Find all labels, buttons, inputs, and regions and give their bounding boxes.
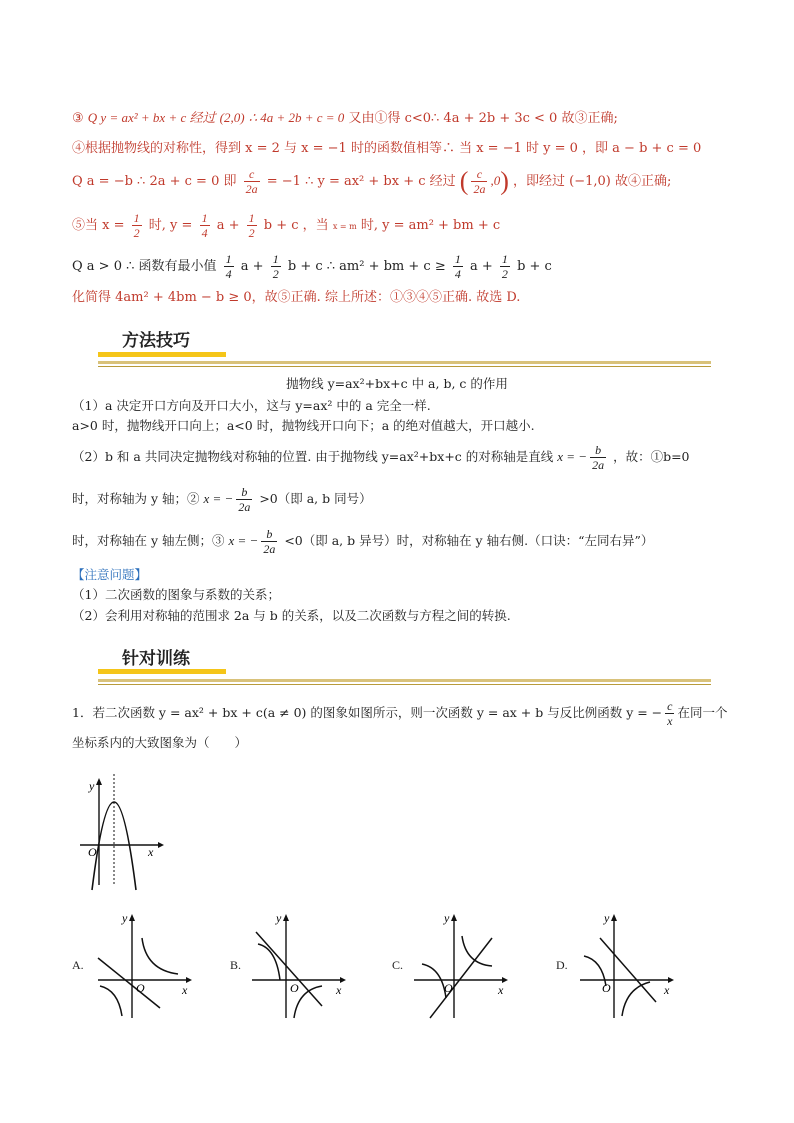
fraction: $\frac{1}{2}$ [133, 211, 140, 240]
solution-step-3 [72, 108, 618, 129]
step-conclusion: 又由①得 c<0∴ 4a + 2b + 3c < 0 故③正确; [348, 111, 618, 126]
option-c-graph[interactable] [410, 908, 510, 1023]
y-label: y [89, 779, 95, 793]
step-text: = −1 ∴ y = ax² + bx + c 经过 [266, 174, 456, 189]
section-divider-thin [98, 684, 711, 685]
option-a-label[interactable]: A. [72, 958, 84, 972]
method-paragraph-4: 时，对称轴为 y 轴；② x = − $\frac{b}{2a}$ >0（即 a, b 同号） [72, 485, 372, 514]
solution-step-5: ⑤当 x = $\frac{1}{2}$ 时, y = $\frac{1}{4}$ a + $\frac{1}{2}$ b + c ，当 x = m 时, y = am² + bm + c [72, 211, 501, 240]
x-label: x [148, 845, 154, 859]
section-underline [98, 352, 226, 357]
option-d-label[interactable]: D. [556, 958, 568, 972]
solution-step-5-cont: Q a > 0 ∴ 函数有最小值 $\frac{1}{4}$ a + $\frac{1}{2}$ b + c ∴ am² + bm + c ≥ $\frac{1}{4}$ a + $\frac{1}{2}$ b + c [72, 252, 552, 281]
equation: ∴ 4a + 2b + c = 0 [248, 110, 345, 125]
fraction: $\frac{b}{2a}$ [263, 527, 276, 556]
svg-text:y: y [276, 911, 282, 925]
note-item-2: （2）会利用对称轴的范围求 2a 与 b 的关系，以及二次函数与方程之间的转换. [72, 608, 511, 623]
svg-text:O: O [136, 981, 145, 995]
fraction: $\frac{b}{2a}$ [592, 443, 605, 472]
svg-text:y: y [604, 911, 610, 925]
fraction: $\frac{1}{4}$ [225, 252, 232, 281]
option-d-graph[interactable] [576, 908, 676, 1023]
step-text: ④根据抛物线的对称性，得到 x = 2 与 x = −1 时的函数值相等∴ 当 x = −1 时 y = 0 ，即 a − b + c = 0 [72, 141, 702, 156]
origin-label: O [88, 845, 97, 859]
note-item-1: （1）二次函数的图象与系数的关系； [72, 587, 280, 602]
svg-text:O: O [602, 981, 611, 995]
step-marker: ③ [72, 111, 84, 126]
fraction: $\frac{b}{2a}$ [238, 485, 251, 514]
svg-text:x: x [182, 983, 188, 997]
section-title-practice: 针对训练 [122, 649, 190, 669]
step-text: Q y = ax² + bx + c 经过 [87, 110, 216, 125]
question-1: 1．若二次函数 y = ax² + bx + c(a ≠ 0) 的图象如图所示，则一次函数 y = ax + b 与反比例函数 y = − $\frac{c}{x}$ 在同一个 [72, 699, 728, 728]
method-heading: 抛物线 y=ax²+bx+c 中 a, b, c 的作用 [286, 376, 508, 391]
svg-text:y: y [122, 911, 128, 925]
section-title-methods: 方法技巧 [122, 331, 190, 351]
method-paragraph-1: （1）a 决定开口方向及开口大小，这与 y=ax² 中的 a 完全一样. [72, 398, 431, 413]
question-1-line-2: 坐标系内的大致图象为（ ） [72, 735, 248, 750]
section-divider-thin [98, 366, 711, 367]
option-b-graph[interactable] [248, 908, 348, 1023]
step-text: Q a = −b ∴ 2a + c = 0 即 [72, 174, 237, 189]
solution-conclusion: 化简得 4am² + 4bm − b ≥ 0，故⑤正确. 综上所述：①③④⑤正确. 故选 D. [72, 290, 521, 305]
fraction: $\frac{1}{2}$ [248, 211, 255, 240]
section-divider [98, 361, 711, 364]
method-paragraph-3: （2）b 和 a 共同决定抛物线对称轴的位置. 由于抛物线 y=ax²+bx+c 的对称轴是直线 x = − $\frac{b}{2a}$ ，故：①b=0 [72, 443, 690, 472]
option-b-label[interactable]: B. [230, 958, 242, 972]
section-divider [98, 679, 711, 682]
method-paragraph-2: a>0 时，抛物线开口向上；a<0 时，抛物线开口向下；a 的绝对值越大，开口越小. [72, 418, 535, 433]
fraction: $\frac{1}{4}$ [201, 211, 208, 240]
svg-text:O: O [290, 981, 299, 995]
parabola-figure [80, 772, 170, 892]
fraction: $\frac{c}{x}$ [667, 699, 673, 728]
fraction: $\frac{1}{2}$ [501, 252, 508, 281]
step-conclusion: ，即经过 (−1,0) 故④正确; [513, 174, 672, 189]
svg-text:O: O [444, 981, 453, 995]
section-underline [98, 669, 226, 674]
svg-text:y: y [444, 911, 450, 925]
method-paragraph-5: 时，对称轴在 y 轴左侧；③ x = − $\frac{b}{2a}$ <0（即 a, b 异号）时，对称轴在 y 轴右侧.（口诀：“左同右异”） [72, 527, 654, 556]
solution-step-4-cont: Q a = −b ∴ 2a + c = 0 即 $\frac{c}{2a}$ = −1 ∴ y = ax² + bx + c 经过 ( $\frac{c}{2a}$ ,0) ，即经过 (−1,0) 故④正确; [72, 166, 672, 196]
fraction: $\frac{c}{2a}$ [245, 167, 258, 196]
option-c-label[interactable]: C. [392, 958, 404, 972]
note-title: 【注意问题】 [72, 567, 148, 582]
fraction: $\frac{1}{2}$ [272, 252, 279, 281]
fraction: $\frac{c}{2a}$ [473, 167, 486, 196]
point: (2,0) [219, 110, 245, 125]
option-a-graph[interactable] [94, 908, 194, 1023]
svg-text:x: x [498, 983, 504, 997]
solution-step-4 [72, 139, 701, 159]
svg-text:x: x [336, 983, 342, 997]
fraction: $\frac{1}{4}$ [454, 252, 461, 281]
svg-text:x: x [664, 983, 670, 997]
